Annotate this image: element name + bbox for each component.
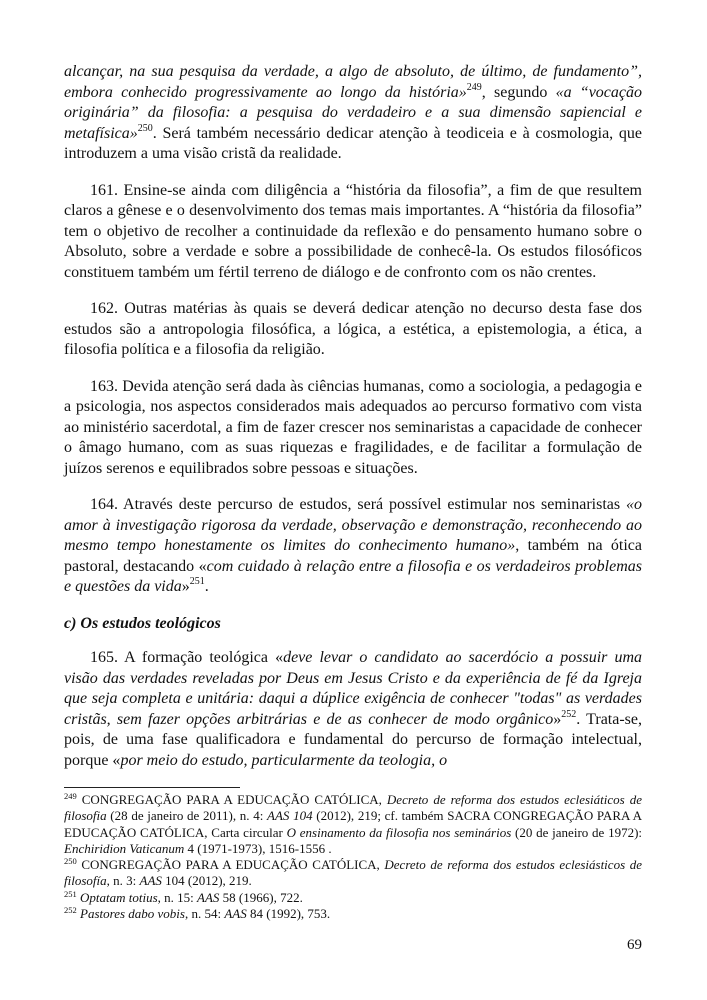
paragraph (64, 62, 642, 165)
footnote-reference: 250 (137, 122, 153, 134)
text-segment: CONGREGAÇÃO PARA A EDUCAÇÃO CATÓLICA, (76, 857, 385, 873)
text-segment: 84 (1992), 753. (246, 906, 331, 922)
italic-text: Pastores dabo vobis (80, 906, 185, 922)
footnote (64, 857, 642, 890)
text-segment: . Trata-se, pois, de uma fase qualificadora e fundamental do percurso de formação intelectual, porque « (64, 710, 642, 769)
footnote-reference: 250 (64, 856, 77, 867)
text-segment: (2012), 219; cf. também SACRA CONGREGAÇÃO PARA A EDUCAÇÃO CATÓLICA, Carta circular (64, 808, 643, 840)
footnote-reference: 251 (64, 888, 77, 899)
page-number: 69 (627, 937, 642, 954)
text-segment: , também na ótica pastoral, destacando « (64, 537, 643, 575)
paragraph (64, 377, 642, 480)
italic-text: AAS (139, 873, 162, 889)
text-segment: , n. 15: (157, 889, 198, 905)
italic-text: Enchiridion Vaticanum (64, 840, 185, 856)
italic-text: O ensinamento da filosofia nos seminários (286, 824, 512, 840)
text-segment: . Será também necessário dedicar atenção à teodiceia e à cosmologia, que introduzem a uma visão cristã da realidade. (64, 124, 642, 162)
italic-text: AAS (224, 906, 247, 922)
text-segment: 58 (1966), 722. (219, 889, 303, 905)
footnote-reference: 251 (189, 576, 205, 587)
italic-text: AAS 104 (267, 808, 313, 824)
italic-text: alcançar, na sua pesquisa da verdade, a algo de absoluto, de último, de fundamento”, embora conhecido progressivamente ao longo da história» (64, 63, 642, 101)
footnote (64, 890, 642, 906)
text-segment: , segundo (481, 83, 556, 101)
italic-text: Decreto de reforma dos estudos eclesiáticos de filosofia (64, 792, 642, 824)
italic-text: Optatam totius (80, 889, 158, 905)
text-segment: (28 de janeiro de 2011), n. 4: (106, 808, 267, 824)
text-segment: 165. A formação teológica « (90, 649, 284, 666)
text-segment: 104 (2012), 219. (161, 873, 252, 889)
text-segment: , n. 54: (184, 906, 225, 922)
italic-text: deve levar o candidato ao sacerdócio a possuir uma visão das verdades reveladas por Deus em Jesus Cristo e da experiência de fé da Igreja que seja completa e unitária: daqui a dúplice exigência de conhecer "todas" as verdades cristãs, sem fazer opções arbitrárias e de as conhecer de modo orgânico (64, 649, 642, 728)
footnote-reference: 252 (561, 708, 577, 720)
paragraphs-after-heading (64, 648, 642, 771)
text-segment: 163. Devida atenção será dada às ciências humanas, como a sociologia, a pedagogia e a psicologia, nos aspectos considerados mais adequados ao percurso formativo com vista ao ministério sacerdotal, a fim de fazer crescer nos seminaristas a capacidade de conhecer o âmago humano, com as suas riquezas e fragilidades, e de facilitar a formulação de juízos serenos e equilibrados sobre pessoas e situações. (64, 377, 642, 477)
italic-text: por meio do estudo, particularmente da teologia, o (120, 751, 448, 769)
footnote-reference: 249 (466, 81, 482, 93)
text-segment: 164. Através deste percurso de estudos, será possível estimular nos seminaristas (90, 496, 626, 513)
footnote (64, 792, 642, 857)
body-text (64, 62, 642, 771)
text-segment: (20 de janeiro de 1972): (511, 824, 643, 840)
footnotes (64, 792, 642, 922)
text-segment: 162. Outras matérias às quais se deverá dedicar atenção no decurso desta fase dos estudos são a antropologia filosófica, a lógica, a estética, a epistemologia, a ética, a filosofia política e a filosofia da religião. (64, 300, 642, 358)
paragraph (64, 495, 642, 598)
text-segment: » (181, 578, 190, 595)
italic-text: «o amor à investigação rigorosa da verdade, observação e demonstração, reconhecendo ao mesmo tempo honestamente os limites do conhecimento humano» (64, 496, 642, 554)
italic-text: AAS (197, 889, 220, 905)
paragraph (64, 181, 642, 284)
italic-text: «a “vocação originária” da filosofia: a pesquisa do verdadeiro e a sua dimensão sapiencial e metafísica» (64, 83, 643, 142)
text-segment: 4 (1971-1973), 1516-1556 . (184, 840, 332, 856)
paragraph (64, 648, 642, 771)
italic-text: com cuidado à relação entre a filosofia e os verdadeiros problemas e questões da vida (64, 557, 643, 595)
footnote-reference: 249 (64, 791, 77, 801)
section-heading: c) Os estudos teológicos (64, 614, 221, 632)
paragraph (64, 299, 642, 361)
paragraphs-before-heading (64, 62, 642, 598)
footnote (64, 906, 642, 922)
footnote-reference: 252 (64, 905, 77, 916)
text-segment: 161. Ensine-se ainda com diligência a “história da filosofia”, a fim de que resultem claros a gênese e o desenvolvimento dos temas mais importantes. A “história da filosofia” tem o objetivo de recolher a continuidade da reflexão e do pensamento humano sobre o Absoluto, sobre a verdade e sobre a possibilidade de conhecê-la. Os estudos filosóficos constituem também um fértil terreno de diálogo e de confronto com os não crentes. (64, 181, 642, 281)
text-segment: . (204, 578, 209, 595)
text-segment: CONGREGAÇÃO PARA A EDUCAÇÃO CATÓLICA, (76, 792, 387, 807)
footnote-separator (64, 787, 240, 788)
text-segment: » (553, 710, 562, 728)
italic-text: Decreto de reforma dos estudos eclesiásticos de filosofía (64, 857, 642, 889)
text-segment: , n. 3: (106, 873, 140, 889)
